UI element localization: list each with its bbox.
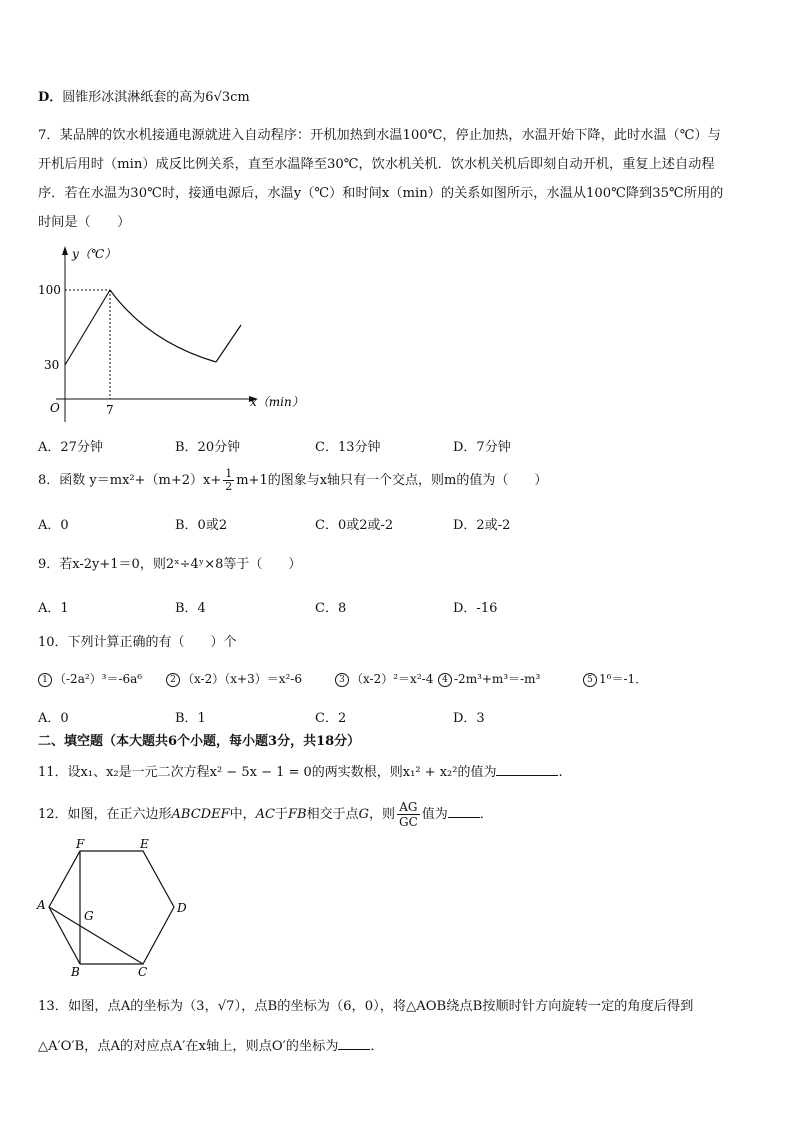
q10-circle-5: 5 <box>583 673 597 687</box>
q12-label-d: D <box>177 901 187 915</box>
q7-y-axis-label: y（℃） <box>72 247 117 261</box>
q7-options <box>38 436 758 454</box>
q10-option-a[interactable]: A．0 <box>38 711 69 726</box>
q12-end: ． <box>479 807 493 822</box>
q9-stem: 9．若x-2y+1＝0，则2ˣ÷4ʸ×8等于（ ） <box>38 557 302 572</box>
q7-option-c[interactable]: C．13分钟 <box>315 440 381 455</box>
q8-option-d[interactable]: D．2或-2 <box>453 518 511 533</box>
q9-option-c[interactable]: C．8 <box>315 601 347 616</box>
q7-tick-100: 100 <box>38 283 61 297</box>
q7-stem <box>38 121 760 237</box>
q13-line-1: 13．如图，点A的坐标为（3，√7），点B的坐标为（6，0），将△AOB绕点B按顺时针方向旋转一定的角度后得到 <box>38 999 694 1014</box>
q12-label-a: A <box>37 898 46 912</box>
q13-line-2: △A′O′B，点A的对应点A′在x轴上，则点O′的坐标为 ． <box>38 1039 384 1054</box>
q7-tick-30: 30 <box>44 358 60 372</box>
q6-option-d <box>38 89 250 107</box>
q12-mid: 中， <box>229 807 256 822</box>
q12-fraction <box>397 800 420 829</box>
q10-item-4: 4 -2m³+m³＝-m³ <box>438 670 540 688</box>
q11-stem <box>38 764 563 782</box>
q12-hexagon <box>49 851 174 964</box>
q12-shape: ABCDEF <box>171 807 230 822</box>
section-2-title: 二、填空题（本大题共6个小题，每小题3分，共18分） <box>38 734 361 749</box>
q9-option-b[interactable]: B．4 <box>175 601 206 616</box>
q7-y-axis-arrow <box>62 246 68 255</box>
q10-stem: 10．下列计算正确的有（ ）个 <box>38 635 237 650</box>
q10-option-d[interactable]: D．3 <box>453 711 485 726</box>
q6-option-d-text: 圆锥形冰淇淋纸套的高为 <box>62 90 206 105</box>
q10-item-3: 3 （x-2）²＝x²-4 <box>335 670 433 688</box>
q8-options <box>38 514 758 532</box>
q10-option-b[interactable]: B．1 <box>175 711 206 726</box>
q10-item-5: 5 1⁶＝-1． <box>583 670 647 688</box>
q9-option-a[interactable]: A．1 <box>38 601 69 616</box>
q8-pre: 8．函数 y＝mx²+（m+2）x+ <box>38 473 222 488</box>
q7-line-3: 序．若在水温为30℃时，接通电源后，水温y（℃）和时间x（min）的关系如图所示，水温从100℃降到35℃所用的 <box>38 186 724 201</box>
q12-frac-den: GC <box>398 815 418 829</box>
q7-option-b[interactable]: B．20分钟 <box>175 440 241 455</box>
q8-frac-den: 2 <box>225 480 233 493</box>
q12-mid4: ，则 <box>368 807 395 822</box>
q12-label-g: G <box>84 909 94 923</box>
q9-option-d[interactable]: D．-16 <box>453 601 498 616</box>
q12-frac-num: AG <box>397 800 420 815</box>
q13-stem <box>38 987 760 1067</box>
q7-graph <box>36 242 304 427</box>
q12-point: G <box>358 807 369 822</box>
q10-circle-1: 1 <box>38 673 52 687</box>
q10-item-1: 1 （-2a²）³＝-6a⁶ <box>38 670 142 688</box>
q10-circle-2: 2 <box>166 673 180 687</box>
q8-frac-num: 1 <box>225 467 233 480</box>
q11-answer-blank[interactable] <box>496 775 558 776</box>
q13-answer-blank[interactable] <box>338 1049 370 1050</box>
q12-stem <box>38 800 493 830</box>
q10-option-c[interactable]: C．2 <box>315 711 347 726</box>
q12-label-b: B <box>71 965 80 976</box>
q7-tick-7: 7 <box>106 403 114 417</box>
q10-item-2: 2 （x-2）（x+3）＝x²-6 <box>166 670 302 688</box>
q12-mid2: 于 <box>274 807 288 822</box>
q6-option-d-value: 6√3cm <box>205 90 250 105</box>
q10-circle-3: 3 <box>335 673 349 687</box>
q7-origin-label: O <box>50 401 60 415</box>
q7-cooling-curve <box>110 290 216 362</box>
q9-options <box>38 597 758 615</box>
q6-option-d-label: D． <box>38 90 63 105</box>
q11-end: . <box>558 765 563 780</box>
q8-option-a[interactable]: A．0 <box>38 518 69 533</box>
q10-circle-4: 4 <box>438 673 452 687</box>
q12-hexagon-figure <box>34 836 194 976</box>
q7-heating-line <box>65 290 110 365</box>
q8-option-b[interactable]: B．0或2 <box>175 518 228 533</box>
q7-line-2: 开机后用时（min）成反比例关系，直至水温降至30℃，饮水机关机．饮水机关机后即刻自动开机，重复上述自动程 <box>38 157 715 172</box>
q7-reheating-line <box>216 325 241 362</box>
q10-items <box>38 670 758 688</box>
q7-line-1: 7．某品牌的饮水机接通电源就进入自动程序：开机加热到水温100℃，停止加热，水温开始下降，此时水温（℃）与 <box>38 128 721 143</box>
q8-stem <box>38 466 547 496</box>
q7-line-4: 时间是（ ） <box>38 215 131 230</box>
q7-option-d[interactable]: D．7分钟 <box>453 440 511 455</box>
q10-options <box>38 707 758 725</box>
q11-text: 11．设x₁、x₂是一元二次方程x² − 5x − 1 = 0的两实数根，则x₁² + x₂²的值为 <box>38 765 497 780</box>
q7-option-a[interactable]: A．27分钟 <box>38 440 103 455</box>
q12-label-c: C <box>138 965 148 976</box>
q12-label-f: F <box>76 837 85 851</box>
q12-mid3: 相交于点 <box>306 807 359 822</box>
q12-pre: 12．如图，在正六边形 <box>38 807 172 822</box>
q8-fraction <box>223 468 234 493</box>
q12-post: 值为 <box>421 807 448 822</box>
q8-post: m+1的图象与x轴只有一个交点，则m的值为（ ） <box>236 473 548 488</box>
q7-x-axis-label: x（min） <box>250 395 304 409</box>
q12-segment-ac <box>49 907 143 964</box>
q12-answer-blank[interactable] <box>448 817 480 818</box>
q12-seg1: AC <box>255 807 275 822</box>
q8-option-c[interactable]: C．0或2或-2 <box>315 518 394 533</box>
q12-seg2: FB <box>287 807 307 822</box>
q12-label-e: E <box>140 837 149 851</box>
